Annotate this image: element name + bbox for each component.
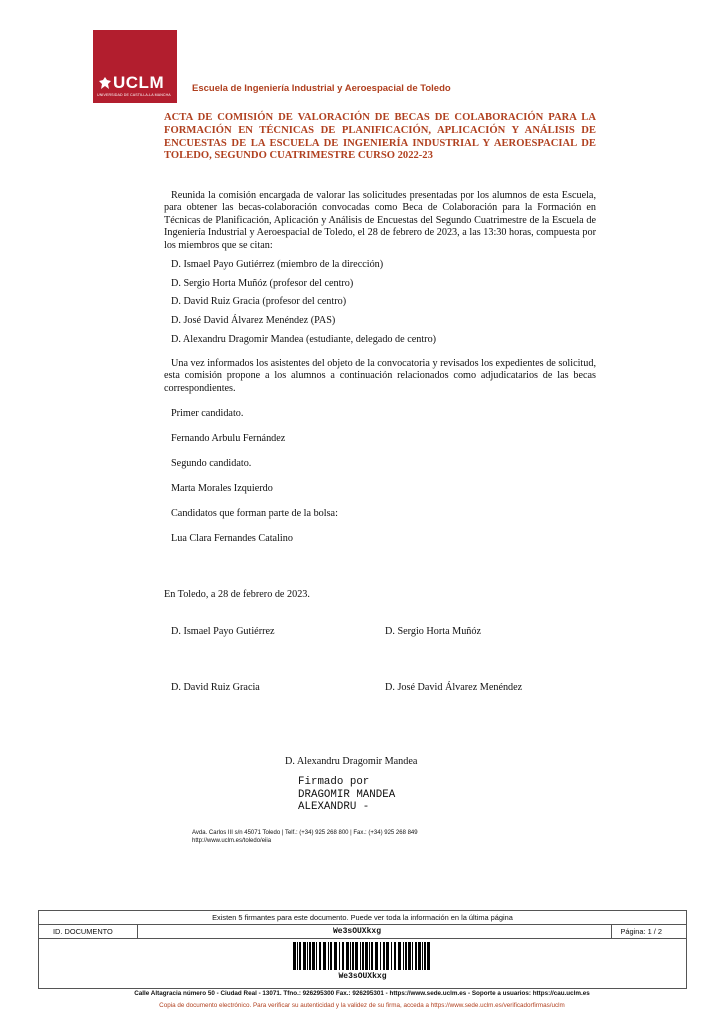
- signature-name: D. Alexandru Dragomir Mandea: [285, 756, 418, 767]
- resolution-paragraph: Una vez informados los asistentes del objeto de la convocatoria y revisados los expedientes de solicitud, esta comisión propone a los alumnos a continuación relacionados como adjudicatarios de las becas correspondientes.: [164, 358, 596, 394]
- second-candidate-name: Marta Morales Izquierdo: [171, 483, 273, 494]
- first-candidate-name: Fernando Arbulu Fernández: [171, 433, 286, 444]
- member-item: D. Alexandru Dragomir Mandea (estudiante, delegado de centro): [171, 334, 437, 345]
- barcode-code: We3sOUXkxg: [338, 972, 387, 981]
- signature-name: D. Sergio Horta Muñóz: [385, 626, 482, 637]
- member-item: D. José David Álvarez Menéndez (PAS): [171, 315, 336, 326]
- intro-paragraph: Reunida la comisión encargada de valorar las solicitudes presentadas por los alumnos de esta Escuela, para obtener las becas-colaboración convocadas como Beca de Colaboración para la Formación en Técnicas de Planificación, Aplicación y Análisis de Encuestas del Segundo Cuatrimestre de la Escuela de Ingeniería Industrial y Aeroespacial de Toledo, el 28 de febrero de 2023, a las 13:30 horas, compuesta por los miembros que se citan:: [164, 190, 596, 251]
- crest-icon: [99, 77, 111, 89]
- member-item: D. Ismael Payo Gutiérrez (miembro de la dirección): [171, 259, 384, 270]
- place-date: En Toledo, a 28 de febrero de 2023.: [164, 589, 310, 600]
- second-candidate-label: Segundo candidato.: [171, 458, 252, 469]
- verification-box: [38, 910, 687, 989]
- signature-name: D. David Ruiz Gracia: [171, 682, 260, 693]
- document-id-row: [39, 925, 686, 939]
- document-title: ACTA DE COMISIÓN DE VALORACIÓN DE BECAS DE COLABORACIÓN PARA LA FORMACIÓN EN TÉCNICAS DE PLANIFICACIÓN, APLICACIÓN Y ANÁLISIS DE ENCUESTAS DE LA ESCUELA DE INGENIERÍA INDUSTRIAL Y AEROESPACIAL DE TOLEDO, SEGUNDO CUATRIMESTRE CURSO 2022-23: [164, 112, 596, 162]
- signers-note: Existen 5 firmantes para este documento. Puede ver toda la información en la última página: [39, 911, 686, 925]
- school-name: Escuela de Ingeniería Industrial y Aeroespacial de Toledo: [192, 83, 451, 94]
- footer-verification-note: Copia de documento electrónico. Para verificar su autenticidad y la validez de su firma, acceda a https://www.sede.uclm.es/verificadorfirmas/uclm: [159, 1002, 565, 1009]
- pool-candidate-name: Lua Clara Fernandes Catalino: [171, 533, 293, 544]
- page-indicator: Página: 1 / 2: [620, 927, 662, 936]
- pool-label: Candidatos que forman parte de la bolsa:: [171, 508, 338, 519]
- member-item: D. Sergio Horta Muñóz (profesor del centro): [171, 278, 354, 289]
- address-block: [192, 829, 418, 846]
- logo-text: UCLM: [113, 73, 165, 92]
- uclm-logo: [93, 30, 177, 103]
- signature-name: D. José David Álvarez Menéndez: [385, 682, 523, 693]
- website-line: http://www.uclm.es/toledo/eiia: [192, 838, 272, 845]
- first-candidate-label: Primer candidato.: [171, 408, 244, 419]
- address-line: Avda. Carlos III s/n 45071 Toledo | Telf.: (+34) 925 268 800 | Fax.: (+34) 925 268 849: [192, 830, 418, 836]
- document-id-code: We3sOUXkxg: [333, 927, 382, 936]
- barcode-icon: [293, 942, 433, 970]
- signature-name: D. Ismael Payo Gutiérrez: [171, 626, 275, 637]
- digital-signature-stamp: Firmado por DRAGOMIR MANDEA ALEXANDRU -: [298, 776, 396, 814]
- logo-subtext: UNIVERSIDAD DE CASTILLA-LA MANCHA: [97, 93, 171, 97]
- footer-contact: Calle Altagracia número 50 - Ciudad Real - 13071. Tfno.: 926295300 Fax.: 926295301 - https://www.sede.uclm.es - Soporte a usuarios: https://cau.uclm.es: [134, 990, 590, 997]
- document-id-label: ID. DOCUMENTO: [53, 927, 113, 936]
- member-item: D. David Ruiz Gracia (profesor del centro): [171, 296, 347, 307]
